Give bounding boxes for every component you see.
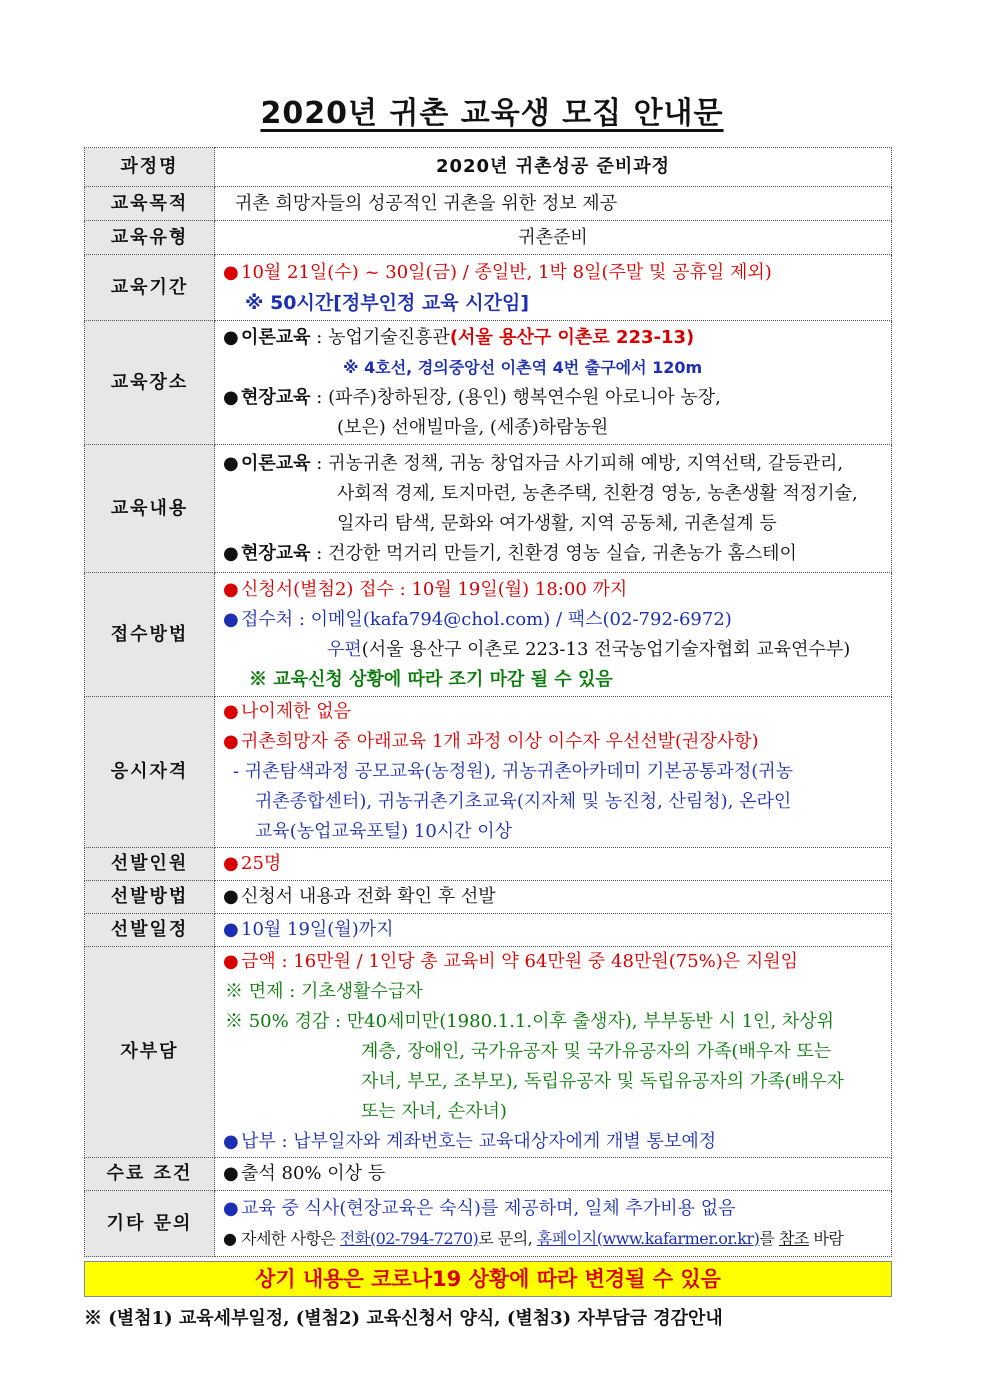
schedule-text: 10월 19일(월)까지 <box>241 919 394 940</box>
bullet-icon: ● <box>223 386 239 408</box>
etc-line2-f: 참조 <box>778 1228 809 1248</box>
label-eligibility: 응시자격 <box>85 697 215 848</box>
type-value: 귀촌준비 <box>215 221 892 255</box>
label-completion: 수료 조건 <box>85 1158 215 1191</box>
period-line1: 10월 21일(수) ~ 30일(금) / 종일반, 1박 8일(주말 및 공휴일 제외) <box>241 261 772 283</box>
apply-line4: ※ 교육신청 상황에 따라 조기 마감 될 수 있음 <box>249 668 613 690</box>
row-eligibility <box>85 697 892 848</box>
row-course-name <box>85 148 892 187</box>
bullet-icon: ● <box>223 1228 237 1248</box>
place-field-line2: (보은) 선애빌마을, (세종)하람농원 <box>337 416 609 438</box>
bullet-icon: ● <box>223 1163 239 1184</box>
period-value <box>215 255 892 321</box>
label-type: 교육유형 <box>85 221 215 255</box>
place-theory-label: 이론교육 <box>241 326 311 348</box>
bullet-icon: ● <box>223 326 239 348</box>
quota-value <box>215 848 892 881</box>
fee-line2: ※ 면제 : 기초생활수급자 <box>225 981 423 1002</box>
row-type <box>85 221 892 255</box>
bullet-icon: ● <box>223 542 239 564</box>
apply-value <box>215 573 892 697</box>
etc-line2-e: 를 <box>759 1228 779 1248</box>
eligibility-line4: 귀촌종합센터), 귀농귀촌기초교육(지자체 및 농진청, 산림청), 온라인 <box>255 791 792 812</box>
fee-line6: 또는 자녀, 손자녀) <box>361 1101 507 1122</box>
row-method <box>85 881 892 914</box>
place-value <box>215 321 892 445</box>
eligibility-line3: - 귀촌탐색과정 공모교육(농정원), 귀농귀촌아카데미 기본공통과정(귀농 <box>233 761 794 782</box>
place-field-label: 현장교육 <box>241 386 311 408</box>
eligibility-value <box>215 697 892 848</box>
label-schedule: 선발일정 <box>85 914 215 947</box>
label-period: 교육기간 <box>85 255 215 321</box>
place-theory-prefix: : 농업기술진흥관 <box>316 326 450 348</box>
content-field-label: 현장교육 <box>241 542 311 564</box>
bullet-icon: ● <box>223 1131 239 1152</box>
apply-line1: 신청서(별첨2) 접수 : 10월 19일(월) 18:00 까지 <box>241 578 628 600</box>
quota-text: 25명 <box>241 853 282 874</box>
purpose-value: 귀촌 희망자들의 성공적인 귀촌을 위한 정보 제공 <box>215 187 892 221</box>
place-theory-note: ※ 4호선, 경의중앙선 이촌역 4번 출구에서 120m <box>343 357 703 377</box>
fee-line5: 자녀, 부모, 조부모), 독립유공자 및 독립유공자의 가족(배우자 <box>361 1071 844 1092</box>
label-etc: 기타 문의 <box>85 1191 215 1257</box>
content-field-line1: : 건강한 먹거리 만들기, 친환경 영농 실습, 귀촌농가 홈스테이 <box>316 542 797 564</box>
apply-line3-b: (서울 용산구 이촌로 223-13 전국농업기술자협회 교육연수부) <box>361 638 851 660</box>
eligibility-line1: 나이제한 없음 <box>241 701 352 722</box>
bullet-icon: ● <box>223 452 239 474</box>
fee-line4: 계층, 장애인, 국가유공자 및 국가유공자의 가족(배우자 또는 <box>361 1041 832 1062</box>
content-theory-label: 이론교육 <box>241 452 311 474</box>
covid-notice-banner: 상기 내용은 코로나19 상황에 따라 변경될 수 있음 <box>84 1261 892 1297</box>
row-place <box>85 321 892 445</box>
homepage-link[interactable]: 홈페이지(www.kafarmer.or.kr) <box>536 1228 760 1248</box>
row-apply <box>85 573 892 697</box>
row-etc <box>85 1191 892 1257</box>
apply-line3-a: 우편 <box>327 638 362 660</box>
completion-text: 출석 80% 이상 등 <box>241 1163 386 1184</box>
label-apply: 접수방법 <box>85 573 215 697</box>
completion-value <box>215 1158 892 1191</box>
row-period <box>85 255 892 321</box>
etc-line2-c: 로 문의, <box>478 1228 537 1248</box>
method-text: 신청서 내용과 전화 확인 후 선발 <box>241 886 496 907</box>
attachment-footnote: ※ (별첨1) 교육세부일정, (별첨2) 교육신청서 양식, (별첨3) 자부담금 경감안내 <box>84 1308 723 1329</box>
fee-line7: 납부 : 납부일자와 계좌번호는 교육대상자에게 개별 통보예정 <box>241 1131 717 1152</box>
bullet-icon: ● <box>223 578 239 600</box>
phone-link[interactable]: 전화(02-794-7270) <box>339 1228 479 1248</box>
etc-value <box>215 1191 892 1257</box>
row-content <box>85 445 892 573</box>
eligibility-line5: 교육(농업교육포털) 10시간 이상 <box>255 821 513 842</box>
label-quota: 선발인원 <box>85 848 215 881</box>
page-title: 2020년 귀촌 교육생 모집 안내문 <box>260 96 724 131</box>
method-value <box>215 881 892 914</box>
etc-line1: 교육 중 식사(현장교육은 숙식)를 제공하며, 일체 추가비용 없음 <box>241 1197 736 1219</box>
content-theory-line2: 사회적 경제, 토지마련, 농촌주택, 친환경 영농, 농촌생활 적정기술, <box>337 482 858 504</box>
bullet-icon: ● <box>223 886 239 907</box>
fee-value <box>215 947 892 1158</box>
etc-line2-a: 자세한 사항은 <box>241 1228 340 1248</box>
fee-line1: 금액 : 16만원 / 1인당 총 교육비 약 64만원 중 48만원(75%)은 지원임 <box>241 951 799 972</box>
label-content: 교육내용 <box>85 445 215 573</box>
label-purpose: 교육목적 <box>85 187 215 221</box>
row-purpose <box>85 187 892 221</box>
label-place: 교육장소 <box>85 321 215 445</box>
row-schedule <box>85 914 892 947</box>
label-fee: 자부담 <box>85 947 215 1158</box>
row-completion <box>85 1158 892 1191</box>
etc-line2-g: 바람 <box>808 1228 844 1248</box>
bullet-icon: ● <box>223 1197 239 1219</box>
place-field-line1: : (파주)창하된장, (용인) 행복연수원 아로니아 농장, <box>316 386 721 408</box>
label-course-name: 과정명 <box>85 148 215 187</box>
content-theory-line1: : 귀농귀촌 정책, 귀농 창업자금 사기피해 예방, 지역선택, 갈등관리, <box>316 452 844 474</box>
label-method: 선발방법 <box>85 881 215 914</box>
apply-line2: 접수처 : 이메일(kafa794@chol.com) / 팩스(02-792-6972) <box>241 608 732 630</box>
bullet-icon: ● <box>223 919 239 940</box>
period-line2: ※ 50시간[정부인정 교육 시간임] <box>245 291 530 314</box>
bullet-icon: ● <box>223 608 239 630</box>
course-name-value: 2020년 귀촌성공 준비과정 <box>215 148 892 187</box>
fee-line3: ※ 50% 경감 : 만40세미만(1980.1.1.이후 출생자), 부부동반 시 1인, 차상위 <box>225 1011 835 1032</box>
bullet-icon: ● <box>223 731 239 752</box>
bullet-icon: ● <box>223 853 239 874</box>
bullet-icon: ● <box>223 951 239 972</box>
eligibility-line2: 귀촌희망자 중 아래교육 1개 과정 이상 이수자 우선선발(권장사항) <box>241 731 759 752</box>
place-theory-addr: (서울 용산구 이촌로 223-13) <box>449 326 695 348</box>
bullet-icon: ● <box>223 261 239 283</box>
content-value <box>215 445 892 573</box>
schedule-value <box>215 914 892 947</box>
row-quota <box>85 848 892 881</box>
content-theory-line3: 일자리 탐색, 문화와 여가생활, 지역 공동체, 귀촌설계 등 <box>337 512 777 534</box>
row-fee <box>85 947 892 1158</box>
bullet-icon: ● <box>223 701 239 722</box>
info-table <box>84 147 892 1257</box>
